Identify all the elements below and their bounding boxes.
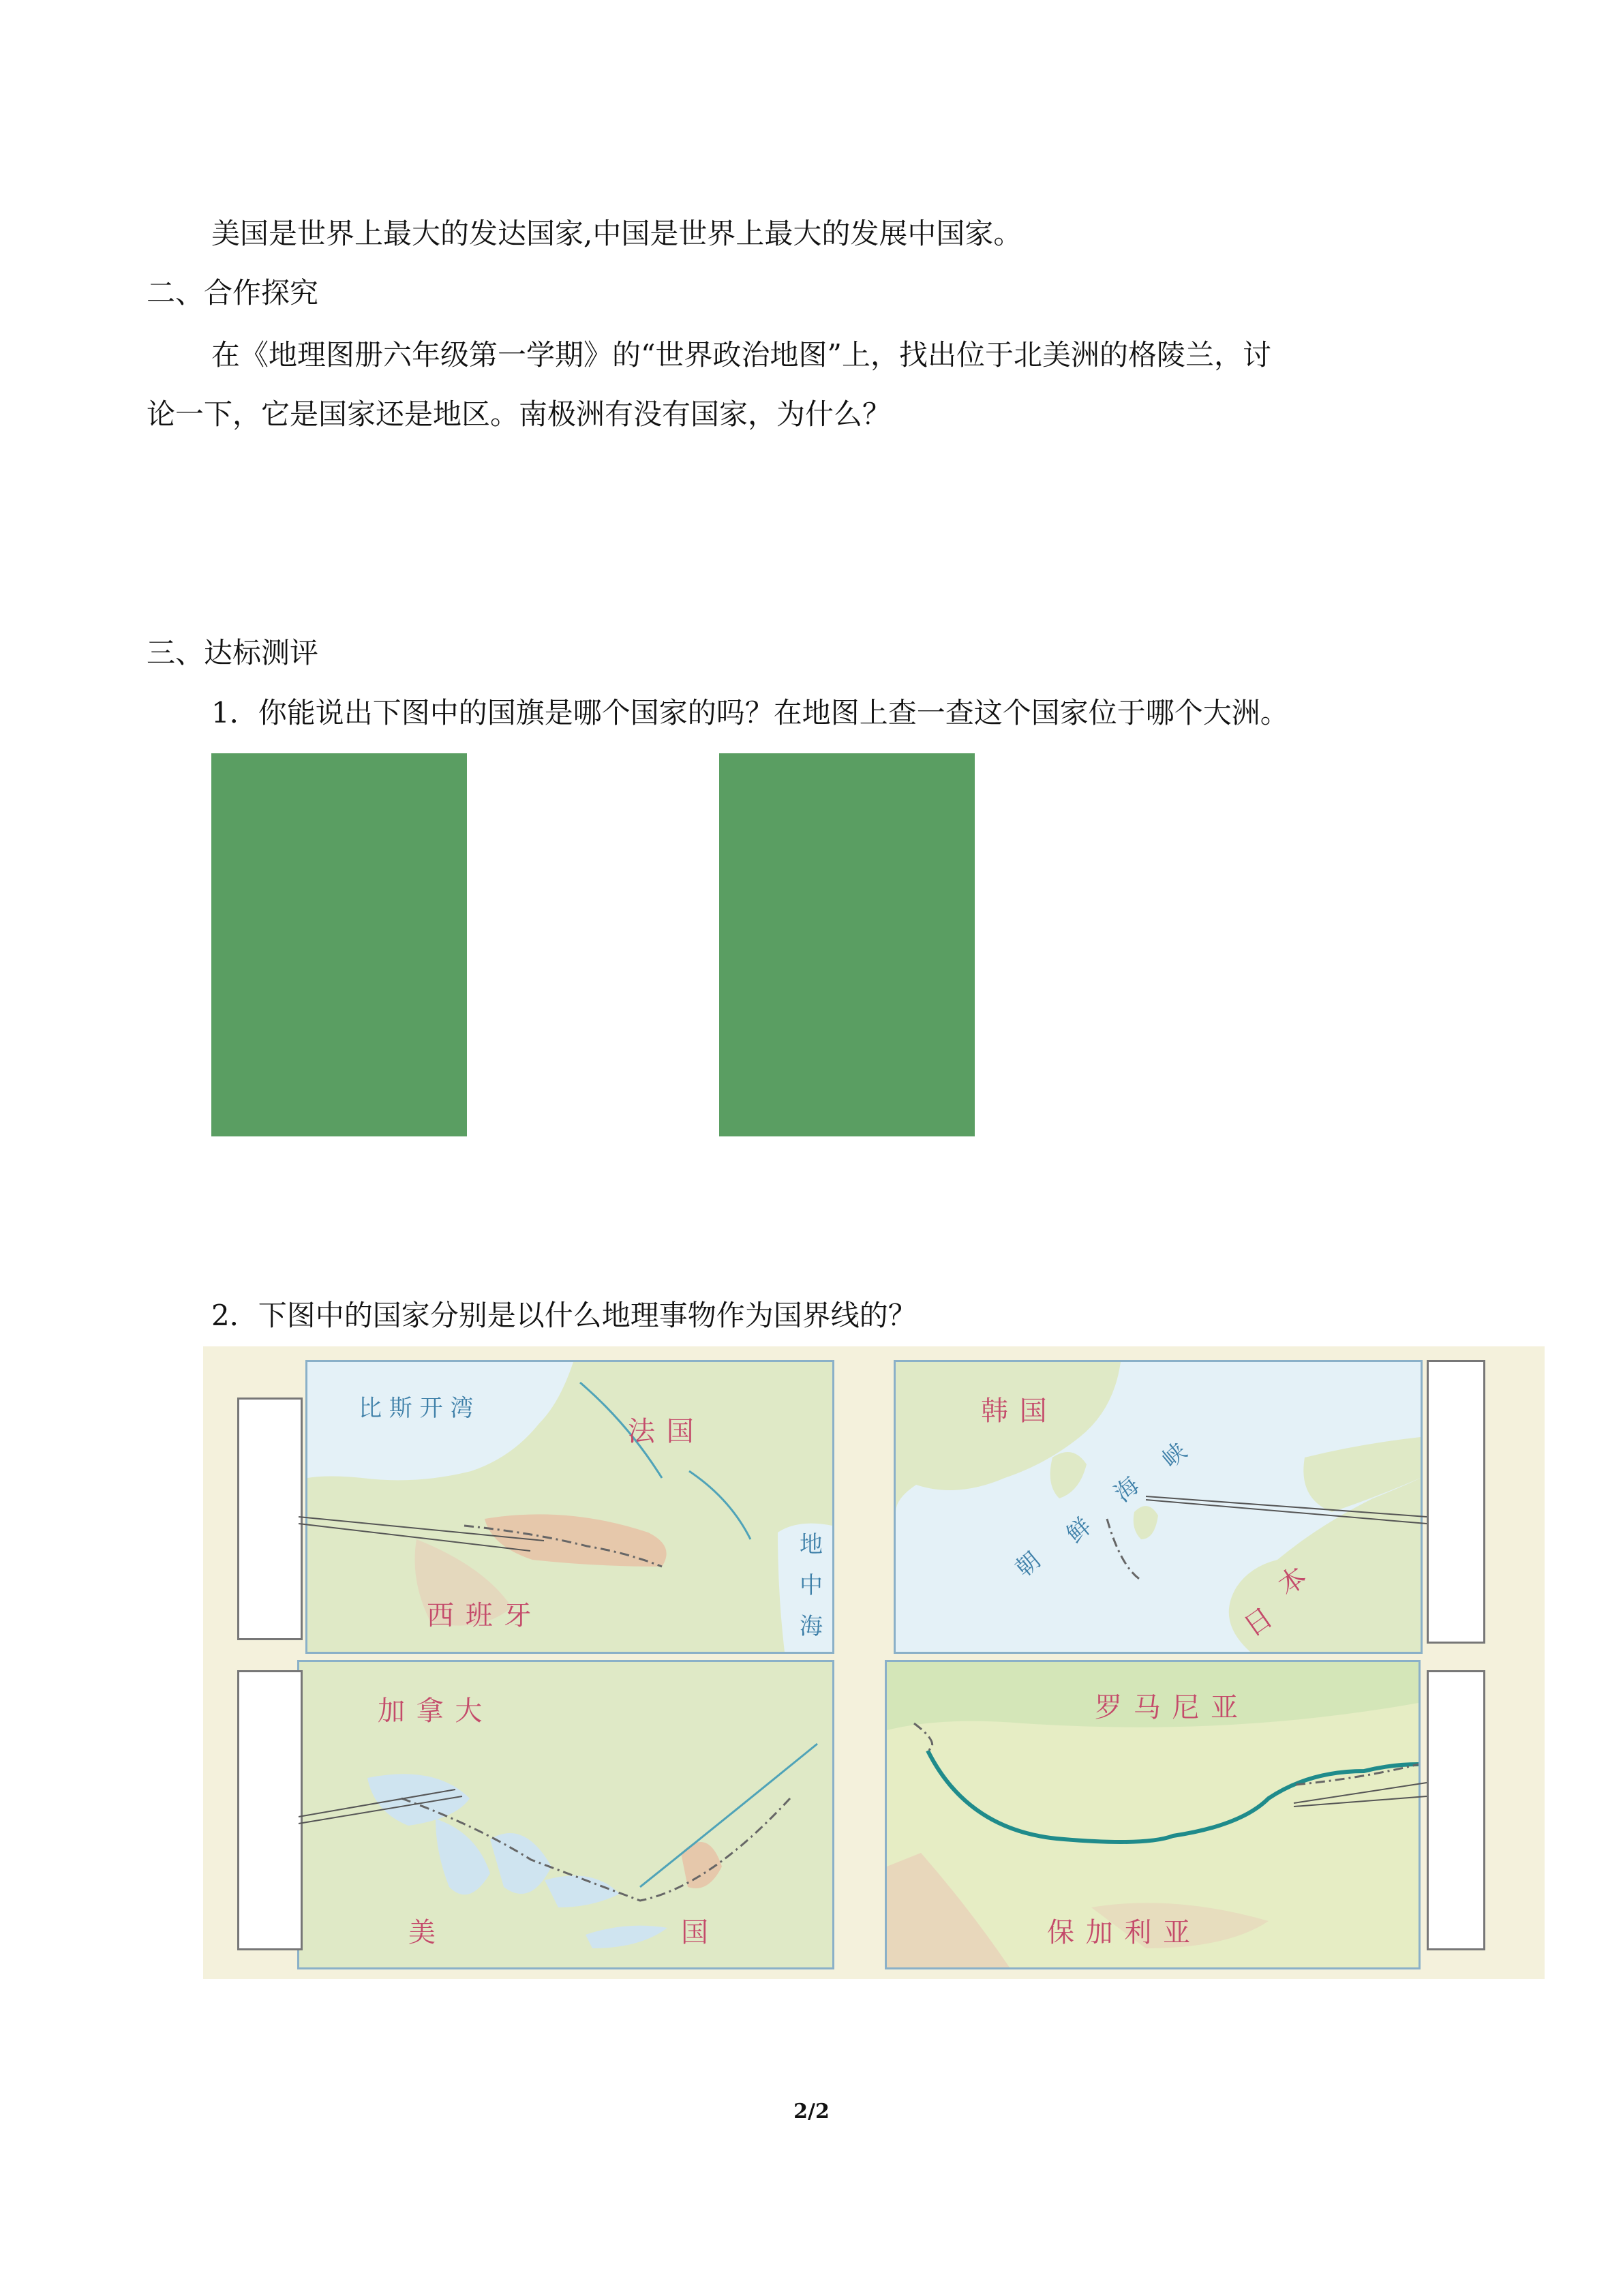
label-france: 法 国 — [628, 1416, 695, 1447]
flag-image — [211, 753, 975, 1136]
answer-box-bottom-left[interactable] — [237, 1670, 303, 1950]
label-mediterranean-1: 地 — [800, 1531, 823, 1558]
map-korea-japan — [894, 1360, 1423, 1654]
label-japan-1: 本 — [1272, 1560, 1314, 1603]
answer-box-top-left[interactable] — [237, 1398, 303, 1640]
label-spain: 西 班 牙 — [427, 1600, 533, 1631]
flag-stripe-left — [211, 753, 467, 1136]
label-strait-2: 鲜 — [1061, 1512, 1097, 1549]
section2-paragraph-line1: 在《地理图册六年级第一学期》的“世界政治地图”上，找出位于北美洲的格陵兰，讨 — [211, 338, 1271, 372]
label-strait-4: 峡 — [1157, 1437, 1193, 1474]
question-1: 1．你能说出下图中的国旗是哪个国家的吗？在地图上查一查这个国家位于哪个大洲。 — [211, 696, 1289, 729]
label-canada: 加 拿 大 — [378, 1695, 484, 1727]
flag-stripe-middle — [467, 753, 719, 1136]
label-bulgaria: 保 加 利 亚 — [1047, 1917, 1192, 1948]
label-japan-2: 日 — [1238, 1601, 1280, 1644]
section2-paragraph-line2: 论一下，它是国家还是地区。南极洲有没有国家，为什么？ — [147, 397, 892, 431]
label-strait-3: 海 — [1109, 1471, 1145, 1508]
section2-heading: 二、合作探究 — [147, 276, 319, 309]
map-france-spain — [305, 1360, 834, 1654]
answer-box-top-right[interactable] — [1427, 1360, 1485, 1644]
label-korea: 韩 国 — [981, 1395, 1048, 1427]
map-romania-bulgaria — [885, 1660, 1421, 1969]
map-korea-japan-terrain — [896, 1362, 1421, 1652]
label-usa-1: 美 — [408, 1917, 437, 1948]
answer-box-bottom-right[interactable] — [1427, 1670, 1485, 1950]
label-mediterranean-2: 中 — [800, 1572, 823, 1599]
intro-text: 美国是世界上最大的发达国家,中国是世界上最大的发展中国家。 — [211, 217, 1022, 250]
label-strait-1: 朝 — [1010, 1546, 1046, 1583]
label-usa-2: 国 — [681, 1917, 710, 1948]
label-biscay-bay: 比 斯 开 湾 — [359, 1395, 474, 1422]
map-canada-usa — [297, 1660, 834, 1969]
border-maps-figure — [203, 1346, 1545, 1979]
label-mediterranean-3: 海 — [800, 1613, 823, 1640]
question-2: 2．下图中的国家分别是以什么地理事物作为国界线的？ — [211, 1299, 917, 1332]
section3-heading: 三、达标测评 — [147, 636, 319, 669]
label-romania: 罗 马 尼 亚 — [1095, 1692, 1240, 1723]
page-number: 2/2 — [793, 2100, 830, 2124]
flag-stripe-right — [719, 753, 975, 1136]
